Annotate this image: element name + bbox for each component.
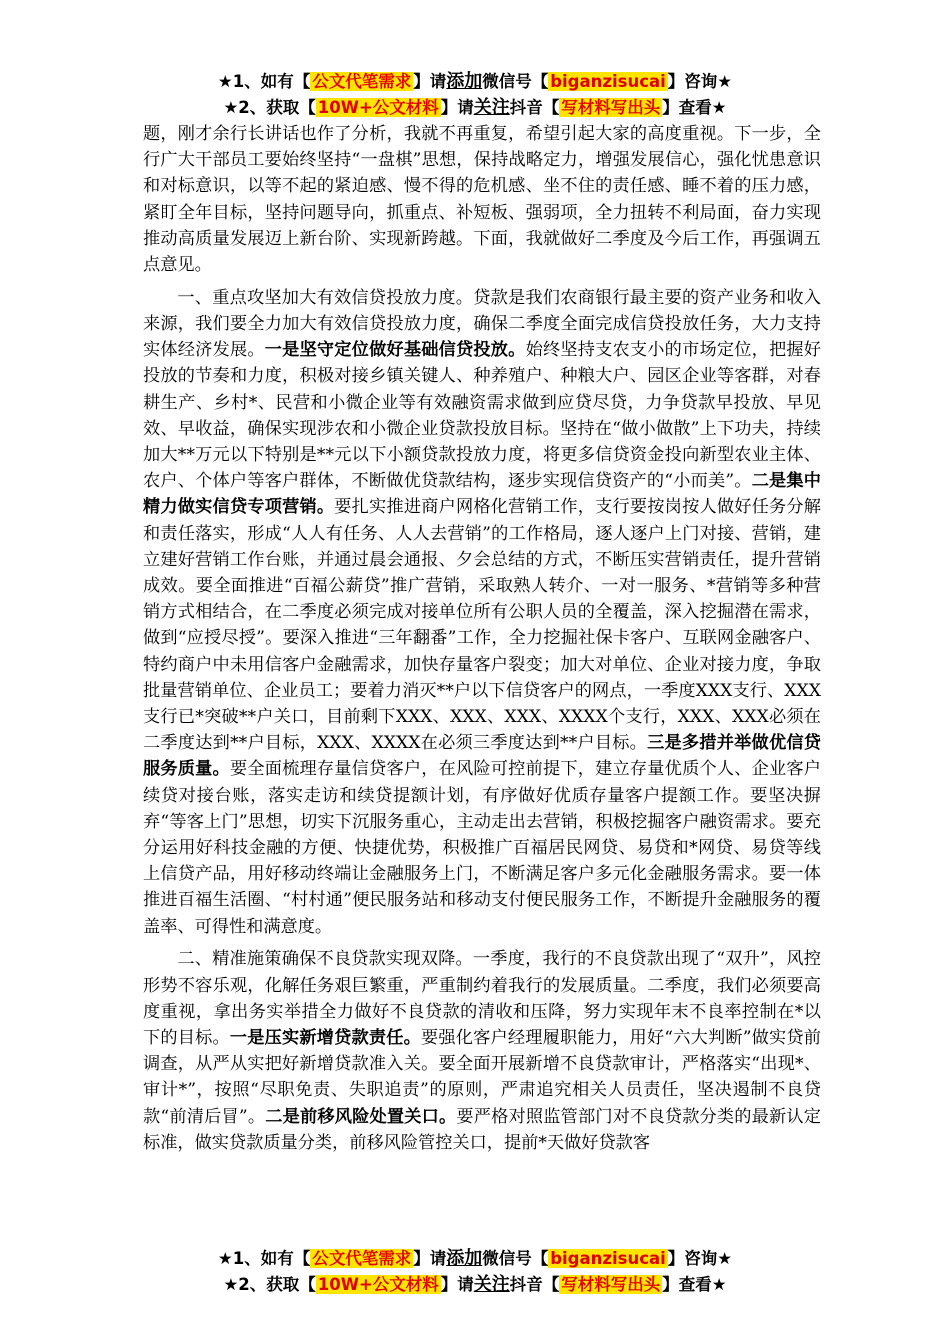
promo-text: 】请 <box>440 1275 474 1294</box>
paragraph-text: 始终坚持支农支小的市场定位，把握好投放的节奏和力度，积极对接乡镇关键人、种养殖户、种粮大户、园区企业等客群，对春耕生产、乡村*、民营和小微企业等有效融资需求做到应贷尽贷，力争贷款早投放、早见效、早收益，确保实现涉农和小微企业贷款投放目标。坚持在“做小做散”上下功夫，持续加大**万元以下特别是**元以下小额贷款投放力度，将更多信贷资金投向新型农业主体、农户、个体户等客户群体，不断做优贷款结构，逐步实现信贷资产的“小而美”。 <box>143 340 821 492</box>
promo-text: 】请 <box>413 72 447 91</box>
promo-highlight: 公文代笔需求 <box>312 1249 412 1268</box>
bold-subheading: 一是坚守定位做好基础信贷投放。 <box>264 340 526 361</box>
promo-underline: 关注 <box>473 97 510 118</box>
promo-text: 】查看★ <box>662 98 727 117</box>
promo-text: ★1、如有【 <box>217 1249 311 1268</box>
promo-highlight: 写材料写出头 <box>561 98 661 117</box>
promo-text: ★2、获取【 <box>223 1275 316 1294</box>
promo-text: 】请 <box>440 98 474 117</box>
paragraph-text: 要严格对照监管部门对不良贷款分类的最新认定标准，做实贷款质量分类，前移风险管控关口，提前*天做好贷款客 <box>143 1106 821 1153</box>
promo-text: 】请 <box>413 1249 447 1268</box>
promo-text: 抖音【 <box>509 1275 560 1294</box>
promo-line-1-top <box>0 69 950 95</box>
bold-subheading: 三是多措并举做优信贷服务质量。 <box>143 733 821 780</box>
paragraph-text: 要全面梳理存量信贷客户，在风险可控前提下，建立存量优质个人、企业客户续贷对接台账，落实走访和续贷提额计划，有序做好优质存量客户提额工作。要坚决摒弃“等客上门”思想，切实下沉服务重心，主动走出去营销，积极挖掘客户融资需求。要充分运用好科技金融的方便、快捷优势，积极推广百福居民网贷、易贷和*网贷、易贷等线上信贷产品，用好移动终端让金融服务上门，不断满足客户多元化金融服务需求。要一体推进百福生活圈、“村村通”便民服务站和移动支付便民服务工作，不断提升金融服务的覆盖率、可得性和满意度。 <box>143 759 821 937</box>
promo-text: 】查看★ <box>662 1275 727 1294</box>
promo-line-1-bottom <box>0 1246 950 1272</box>
document-body <box>143 121 821 1162</box>
paragraph-text: 二、精准施策确保不良贷款实现双降。一季度，我行的不良贷款出现了“双升”，风控形势不容乐观，化解任务艰巨繁重，严重制约着我行的发展质量。二季度，我们必须要高度重视，拿出务实举措全力做好不良贷款的清收和压降，努力实现年末不良率控制在*以下的目标。 <box>143 949 821 1048</box>
promo-text: ★1、如有【 <box>217 72 311 91</box>
paragraph-intro-continued <box>143 121 821 278</box>
promo-highlight: 公文代笔需求 <box>312 72 412 91</box>
paragraph-text: 一、重点攻坚加大有效信贷投放力度。贷款是我们农商银行最主要的资产业务和收入来源，我们要全力加大有效信贷投放力度，确保二季度全面完成信贷投放任务，大力支持实体经济发展。 <box>143 287 821 361</box>
promo-text: ★2、获取【 <box>223 98 316 117</box>
promo-highlight: 写材料写出头 <box>561 1275 661 1294</box>
paragraph-section-1 <box>143 285 821 940</box>
promo-highlight: 10W+公文材料 <box>317 98 439 117</box>
promo-underline: 添加 <box>446 1248 483 1269</box>
bold-subheading: 一是压实新增贷款责任。 <box>229 1027 421 1048</box>
bold-subheading: 二是集中精力做实信贷专项营销。 <box>143 471 821 518</box>
promo-highlight: biganzisucai <box>550 1249 666 1268</box>
promo-text: 微信号【 <box>482 1249 549 1268</box>
promo-underline: 添加 <box>446 71 483 92</box>
promo-text: 抖音【 <box>509 98 560 117</box>
promo-text: 微信号【 <box>482 72 549 91</box>
promo-text: 】咨询★ <box>667 1249 733 1268</box>
bold-subheading: 二是前移风险处置关口。 <box>265 1106 457 1127</box>
promo-highlight: biganzisucai <box>550 72 666 91</box>
promo-line-2-top <box>0 95 950 121</box>
promo-highlight: 10W+公文材料 <box>317 1275 439 1294</box>
paragraph-text: 要扎实推进商户网格化营销工作，支行要按岗按人做好任务分解和责任落实，形成“人人有任务、人人去营销”的工作格局，逐人逐户上门对接、营销，建立建好营销工作台账，并通过晨会通报、夕会总结的方式，不断压实营销责任，提升营销成效。要全面推进“百福公薪贷”推广营销，采取熟人转介、一对一服务、*营销等多种营销方式相结合，在二季度必须完成对接单位所有公职人员的全覆盖，深入挖掘潜在需求，做到“应授尽授”。要深入推进“三年翻番”工作，全力挖掘社保卡客户、互联网金融客户、特约商户中未用信客户金融需求，加快存量客户裂变；加大对单位、企业对接力度，争取批量营销单位、企业员工；要着力消灭**户以下信贷客户的网点，一季度XXX支行、XXX支行已*突破**户关口，目前剩下XXX、XXX、XXX、XXXX个支行，XXX、XXX必须在二季度达到**户目标，XXX、XXXX在必须三季度达到**户目标。 <box>143 497 821 754</box>
paragraph-text: 题，刚才余行长讲话也作了分析，我就不再重复，希望引起大家的高度重视。下一步，全行广大干部员工要始终坚持“一盘棋”思想，保持战略定力，增强发展信心，强化忧患意识和对标意识，以等不起的紧迫感、慢不得的危机感、坐不住的责任感、睡不着的压力感，紧盯全年目标，坚持问题导向，抓重点、补短板、强弱项，全力扭转不利局面，奋力实现推动高质量发展迈上新台阶、实现新跨越。下面，我就做好二季度及今后工作，再强调五点意见。 <box>143 124 821 276</box>
paragraph-text: 要强化客户经理履职能力，用好“六大判断”做实贷前调查，从严从实把好新增贷款准入关。要全面开展新增不良贷款审计，严格落实“出现*、审计*”，按照“尽职免责、失职追责”的原则，严肃追究相关人员责任，坚决遏制不良贷款“前清后冒”。 <box>143 1027 821 1127</box>
promo-line-2-bottom <box>0 1272 950 1298</box>
promo-text: 】咨询★ <box>667 72 733 91</box>
paragraph-section-2 <box>143 946 821 1156</box>
promo-underline: 关注 <box>473 1274 510 1295</box>
